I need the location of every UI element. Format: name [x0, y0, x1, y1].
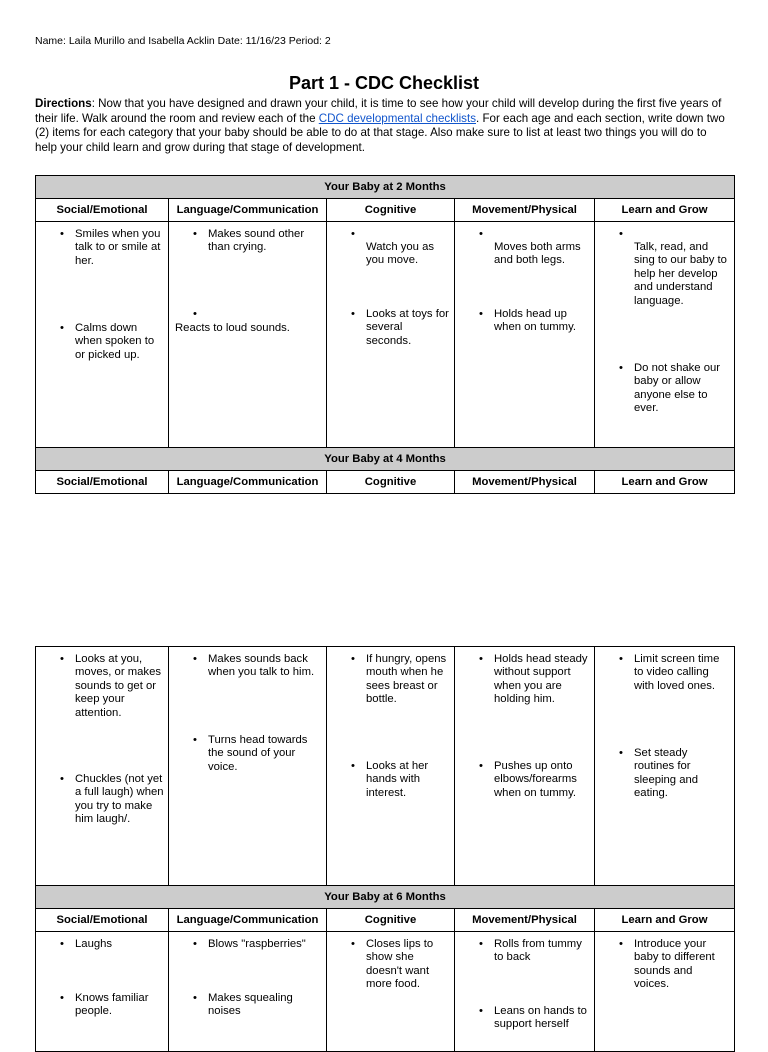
cell-4m-movement — [455, 647, 595, 886]
list-item: Talk, read, and sing to our baby to help her develop and understand language. — [634, 241, 727, 307]
section-title-2-months: Your Baby at 2 Months — [36, 176, 735, 199]
checklist-table-page1 — [35, 175, 735, 494]
bullet-icon: • — [193, 992, 197, 1004]
cell-4m-learn — [595, 647, 735, 886]
directions-paragraph — [35, 97, 730, 155]
list-item: • Blows "raspberries" — [193, 938, 306, 950]
list-item: • Laughs — [60, 938, 113, 950]
list-item: Watch you as you move. — [366, 241, 435, 267]
bullet-icon: • — [351, 760, 355, 772]
list-item: • Turns head towards the sound of your voice. — [193, 734, 308, 773]
list-item: • Looks at her hands with interest. — [351, 760, 429, 799]
cdc-checklists-link[interactable]: CDC developmental checklists — [318, 111, 476, 125]
list-item: • If hungry, opens mouth when he sees breast or bottle. — [351, 653, 447, 706]
bullet-icon: • — [351, 938, 355, 950]
bullet-icon: • — [479, 228, 483, 240]
bullet-icon: • — [193, 308, 197, 320]
bullet-icon: • — [619, 653, 623, 665]
column-header-cognitive: Cognitive — [327, 199, 455, 222]
list-item: • Knows familiar people. — [60, 992, 149, 1018]
cell-6m-learn — [595, 932, 735, 1052]
cell-2m-social — [36, 222, 169, 448]
bullet-icon: • — [60, 228, 64, 240]
checklist-table-page2 — [35, 646, 735, 1052]
bullet-icon: • — [193, 938, 197, 950]
bullet-icon: • — [193, 734, 197, 746]
cell-6m-social — [36, 932, 169, 1052]
column-header-language: Language/Communication — [169, 909, 327, 932]
cell-6m-language — [169, 932, 327, 1052]
column-header-learn: Learn and Grow — [595, 909, 735, 932]
directions-text-after: . For each age and each section, write down two (2) items for each category that your baby should be able to do at that stage. Also make sure to list at least two things you will do to help your child learn and grow during that stage of development. — [35, 111, 725, 154]
column-header-social: Social/Emotional — [36, 199, 169, 222]
list-item: • Pushes up onto elbows/forearms when on tummy. — [479, 760, 577, 799]
cell-2m-language — [169, 222, 327, 448]
bullet-icon: • — [479, 938, 483, 950]
list-item: • Makes sounds back when you talk to him. — [193, 653, 315, 679]
bullet-icon: • — [60, 938, 64, 950]
bullet-icon: • — [619, 228, 623, 240]
section-title-4-months: Your Baby at 4 Months — [36, 448, 735, 471]
bullet-icon: • — [619, 747, 623, 759]
cell-4m-language — [169, 647, 327, 886]
cell-4m-social — [36, 647, 169, 886]
column-header-learn: Learn and Grow — [595, 199, 735, 222]
bullet-icon: • — [193, 228, 197, 240]
list-item: • Smiles when you talk to or smile at her. — [60, 228, 161, 267]
list-item: • Chuckles (not yet a full laugh) when you try to make him laugh/. — [60, 773, 164, 826]
list-item: Reacts to loud sounds. — [175, 322, 290, 334]
cell-6m-cognitive — [327, 932, 455, 1052]
cell-4m-cognitive — [327, 647, 455, 886]
bullet-icon: • — [60, 992, 64, 1004]
list-item: • Calms down when spoken to or picked up. — [60, 322, 155, 361]
list-item: • Holds head up when on tummy. — [479, 308, 577, 334]
list-item: • Set steady routines for sleeping and eating. — [619, 747, 699, 800]
column-header-cognitive: Cognitive — [327, 909, 455, 932]
list-item: • Do not shake our baby or allow anyone else to ever. — [619, 362, 721, 415]
bullet-icon: • — [619, 938, 623, 950]
bullet-icon: • — [351, 653, 355, 665]
list-item: • Rolls from tummy to back — [479, 938, 582, 964]
column-header-social: Social/Emotional — [36, 909, 169, 932]
column-header-movement: Movement/Physical — [455, 471, 595, 494]
cell-6m-movement — [455, 932, 595, 1052]
cell-2m-movement — [455, 222, 595, 448]
bullet-icon: • — [619, 362, 623, 374]
column-header-movement: Movement/Physical — [455, 909, 595, 932]
page-title: Part 1 - CDC Checklist — [288, 73, 480, 93]
bullet-icon: • — [351, 308, 355, 320]
column-header-social: Social/Emotional — [36, 471, 169, 494]
bullet-icon: • — [193, 653, 197, 665]
list-item: • Makes squealing noises — [193, 992, 293, 1018]
list-item: Moves both arms and both legs. — [494, 241, 581, 267]
bullet-icon: • — [479, 653, 483, 665]
bullet-icon: • — [60, 653, 64, 665]
list-item: • Limit screen time to video calling with loved ones. — [619, 653, 720, 692]
section-title-6-months: Your Baby at 6 Months — [36, 886, 735, 909]
list-item: • Introduce your baby to different sounds and voices. — [619, 938, 715, 991]
bullet-icon: • — [60, 773, 64, 785]
list-item: • Leans on hands to support herself — [479, 1005, 587, 1031]
cell-2m-learn — [595, 222, 735, 448]
list-item: • Makes sound other than crying. — [193, 228, 305, 254]
column-header-cognitive: Cognitive — [327, 471, 455, 494]
column-header-movement: Movement/Physical — [455, 199, 595, 222]
bullet-icon: • — [479, 308, 483, 320]
student-info-line: Name: Laila Murillo and Isabella Acklin Date: 11/16/23 Period: 2 — [35, 35, 331, 47]
bullet-icon: • — [479, 1005, 483, 1017]
list-item: • Closes lips to show she doesn't want more food. — [351, 938, 434, 991]
list-item: • Looks at you, moves, or makes sounds to get or keep your attention. — [60, 653, 162, 719]
list-item: • Holds head steady without support when you are holding him. — [479, 653, 588, 706]
cell-2m-cognitive — [327, 222, 455, 448]
directions-label: Directions — [35, 97, 92, 110]
list-item: • Looks at toys for several seconds. — [351, 308, 449, 347]
bullet-icon: • — [60, 322, 64, 334]
column-header-learn: Learn and Grow — [595, 471, 735, 494]
directions-text-before: : Now that you have designed and drawn your child, it is time to see how your child will develop during the first five years of their life. Walk around the room and review each of the — [35, 97, 722, 125]
column-header-language: Language/Communication — [169, 199, 327, 222]
bullet-icon: • — [351, 228, 355, 240]
column-header-language: Language/Communication — [169, 471, 327, 494]
bullet-icon: • — [479, 760, 483, 772]
